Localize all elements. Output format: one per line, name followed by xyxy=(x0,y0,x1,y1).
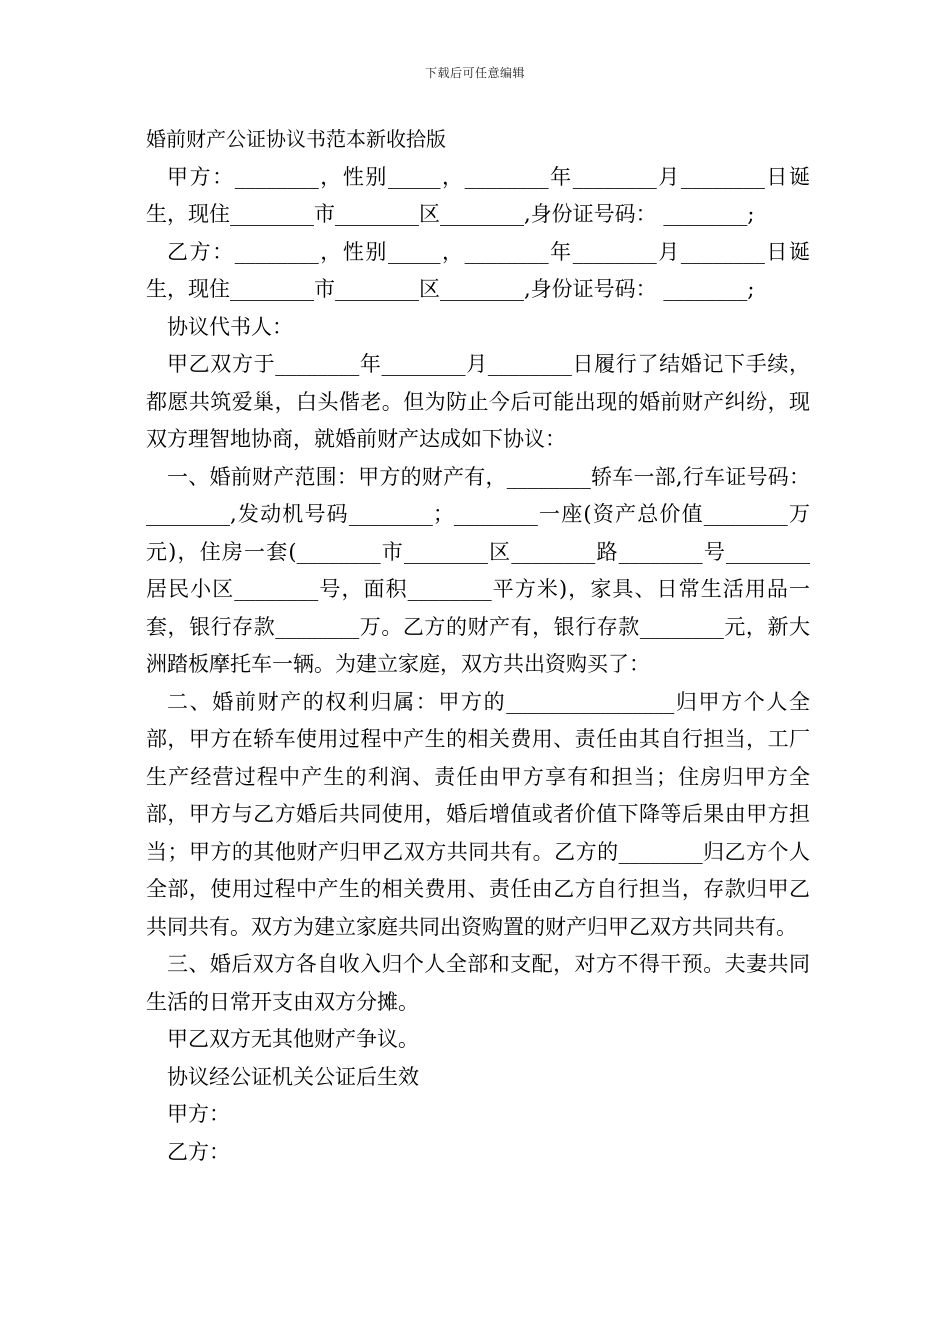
document-title: 婚前财产公证协议书范本新收拾版 xyxy=(146,127,446,151)
document-body xyxy=(146,121,810,1171)
clause-1-property-scope: 一、婚前财产范围：甲方的财产有，________轿车一部,行车证号码：________,发动机号码________；________一座(资产总价值________万元)，住房一套(________市________区________路________号________居民小区________号，面积________平方米)，家具、日常生活用品一套，银行存款________万。乙方的财产有，银行存款________元，新大洲踏板摩托车一辆。为建立家庭，双方共出资购买了： xyxy=(146,464,810,676)
clause-3-income: 三、婚后双方各自收入归个人全部和支配，对方不得干预。夫妻共同生活的日常开支由双方分摊。 xyxy=(146,952,810,1014)
signature-party-a: 甲方： xyxy=(167,1102,230,1126)
party-b-info: 乙方：________，性别_____，________年________月________日诞生，现住________市________区________,身份证号码： ________; xyxy=(146,239,810,301)
clause-2-ownership: 二、婚前财产的权利归属：甲方的________________归甲方个人全部，甲方在轿车使用过程中产生的相关费用、责任由其自行担当，工厂生产经营过程中产生的利润、责任由甲方享有和担当；住房归甲方全部，甲方与乙方婚后共同使用，婚后增值或者价值下降等后果由甲方担当；甲方的其他财产归甲乙双方共同共有。乙方的________归乙方个人全部，使用过程中产生的相关费用、责任由乙方自行担当，存款归甲乙共同共有。双方为建立家庭共同出资购置的财产归甲乙双方共同共有。 xyxy=(146,689,810,939)
agent-line: 协议代书人： xyxy=(167,314,293,339)
effective-line: 协议经公证机关公证后生效 xyxy=(167,1064,419,1089)
no-dispute-line: 甲乙双方无其他财产争议。 xyxy=(167,1027,419,1051)
page-header-note: 下载后可任意编辑 xyxy=(424,66,525,80)
signature-party-b: 乙方： xyxy=(167,1139,230,1164)
intro-paragraph: 甲乙双方于________年________月________日履行了结婚记下手续，都愿共筑爱巢，白头偕老。但为防止今后可能出现的婚前财产纠纷，现双方理智地协商，就婚前财产达成如下协议： xyxy=(146,352,810,451)
party-a-info: 甲方：________，性别_____，________年________月________日诞生，现住________市________区________,身份证号码： ________; xyxy=(146,164,810,226)
